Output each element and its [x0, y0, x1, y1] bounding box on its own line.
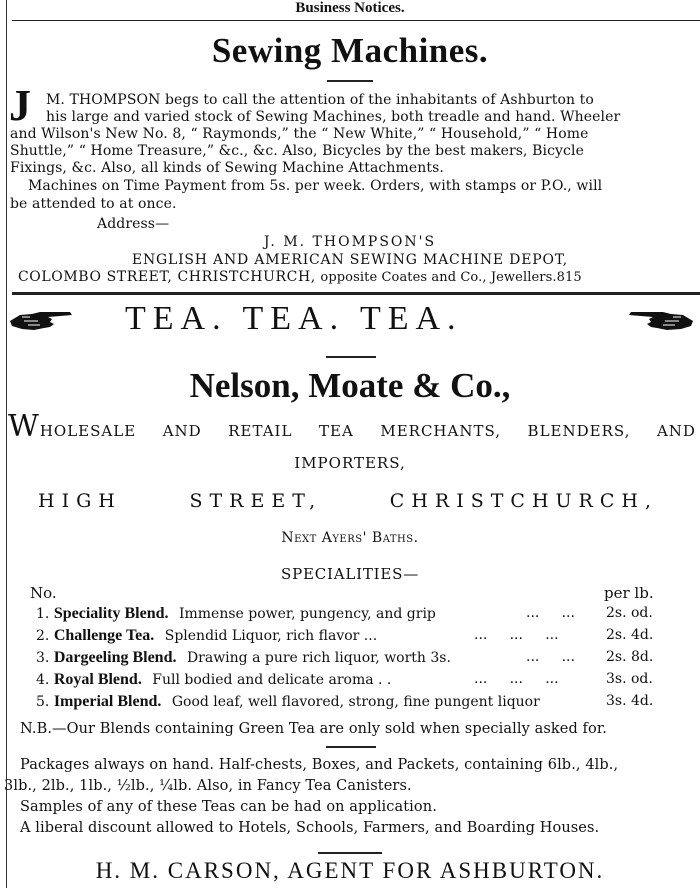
item-dots: ... ... ...	[474, 627, 559, 643]
trade-line-2: IMPORTERS,	[294, 454, 406, 472]
item-price: 3s. 4d.	[606, 693, 654, 709]
nb-note: N.B.—Our Blends containing Green Tea are only sold when specially asked for.	[20, 721, 607, 737]
trade-word-4: TEA	[318, 422, 354, 440]
speciality-row	[36, 605, 686, 623]
agent-rule	[318, 852, 382, 854]
item-desc: Immense power, pungency, and grip	[178, 606, 436, 622]
item-price: 2s. od.	[606, 605, 653, 621]
samples-line: Samples of any of these Teas can be had on application.	[20, 799, 437, 815]
sewing-line-1: M. THOMPSON begs to call the attention of the inhabitants of Ashburton to	[46, 92, 594, 108]
ad-number: 815	[556, 270, 582, 285]
discount-line: A liberal discount allowed to Hotels, Schools, Farmers, and Boarding Houses.	[20, 820, 600, 836]
item-name: Royal Blend.	[53, 671, 142, 688]
item-desc: Good leaf, well flavored, strong, fine pungent liquor	[171, 694, 540, 710]
tea-rule	[326, 356, 376, 358]
sewing-line-4: Shuttle,” “ Home Treasure,” &c., &c. Also, Bicycles by the best makers, Bicycle	[10, 143, 584, 159]
street-word-3: CHRISTCHURCH,	[389, 490, 658, 512]
specialities-title: SPECIALITIES—	[281, 565, 419, 583]
item-num: 2.	[36, 628, 50, 644]
address-line-2: COLOMBO STREET, CHRISTCHURCH, opposite Coates and Co., Jewellers.815	[18, 269, 582, 285]
trade-dropcap: W	[8, 409, 40, 444]
item-price: 2s. 4d.	[606, 627, 654, 643]
item-name: Speciality Blend.	[53, 605, 169, 622]
header-rule	[12, 20, 700, 21]
speciality-row	[36, 671, 686, 689]
pointing-hand-left-icon	[625, 306, 695, 336]
item-desc: Splendid Liquor, rich flavor ...	[164, 628, 378, 644]
item-num: 5.	[36, 694, 50, 710]
column-border	[6, 0, 7, 888]
trade-word-6: BLENDERS,	[527, 422, 631, 440]
item-num: 1.	[36, 606, 50, 622]
sewing-line-7: be attended to at once.	[10, 196, 177, 212]
speciality-row	[36, 627, 686, 645]
pointing-hand-right-icon	[8, 307, 74, 335]
street-line	[38, 490, 658, 512]
trade-line-1	[8, 409, 696, 444]
street-word-1: HIGH	[38, 490, 122, 512]
item-price: 3s. od.	[606, 671, 653, 687]
trade-word-1: HOLESALE	[39, 422, 137, 440]
section-divider	[12, 292, 700, 295]
item-num: 3.	[36, 650, 50, 666]
speciality-row	[36, 693, 686, 711]
section-heading: Business Notices.	[295, 0, 405, 16]
col-no: No.	[30, 584, 57, 602]
trade-word-3: RETAIL	[228, 422, 293, 440]
speciality-row	[36, 649, 686, 667]
item-num: 4.	[36, 672, 50, 688]
item-price: 2s. 8d.	[606, 649, 654, 665]
trade-word-5: MERCHANTS,	[380, 422, 501, 440]
sewing-line-6: Machines on Time Payment from 5s. per week. Orders, with stamps or P.O., will	[28, 178, 603, 194]
company-name: Nelson, Moate & Co.,	[189, 366, 511, 405]
item-desc: Full bodied and delicate aroma . .	[152, 672, 392, 688]
item-dots: ... ... ...	[474, 671, 559, 687]
sewing-line-2: his large and varied stock of Sewing Machines, both treadle and hand. Wheeler	[46, 109, 621, 125]
sewing-line-3: and Wilson's New No. 8, “ Raymonds,” the “ New White,” “ Household,” “ Home	[10, 126, 589, 142]
item-dots: ... ...	[526, 605, 575, 621]
sewing-title: Sewing Machines.	[211, 31, 489, 70]
packages-rule	[326, 746, 376, 748]
item-desc: Drawing a pure rich liquor, worth 3s.	[186, 650, 451, 666]
item-dots: ... ...	[526, 649, 575, 665]
drop-cap: J	[9, 81, 31, 130]
tea-banner: TEA. TEA. TEA.	[125, 300, 463, 337]
street-word-2: STREET,	[189, 490, 323, 512]
sewing-line-5: Fixings, &c. Also, all kinds of Sewing Machine Attachments.	[10, 160, 444, 176]
address-name: J. M. THOMPSON'S	[263, 234, 437, 250]
trade-word-7: AND	[656, 422, 696, 440]
trade-word-2: AND	[162, 422, 202, 440]
address-label: Address—	[97, 216, 170, 232]
packages-line-2: 3lb., 2lb., 1lb., ½lb., ¼lb. Also, in Fancy Tea Canisters.	[4, 778, 412, 794]
item-name: Imperial Blend.	[53, 693, 162, 710]
col-price: per lb.	[604, 584, 654, 602]
packages-line-1: Packages always on hand. Half-chests, Boxes, and Packets, containing 6lb., 4lb.,	[20, 757, 619, 773]
item-name: Challenge Tea.	[53, 627, 155, 644]
agent-line: H. M. CARSON, AGENT FOR ASHBURTON.	[95, 858, 605, 883]
next-to: Next Ayers' Baths.	[281, 530, 419, 546]
address-line-1: ENGLISH AND AMERICAN SEWING MACHINE DEPOT,	[131, 252, 569, 268]
item-name: Dargeeling Blend.	[53, 649, 177, 666]
sewing-title-rule	[327, 80, 373, 82]
